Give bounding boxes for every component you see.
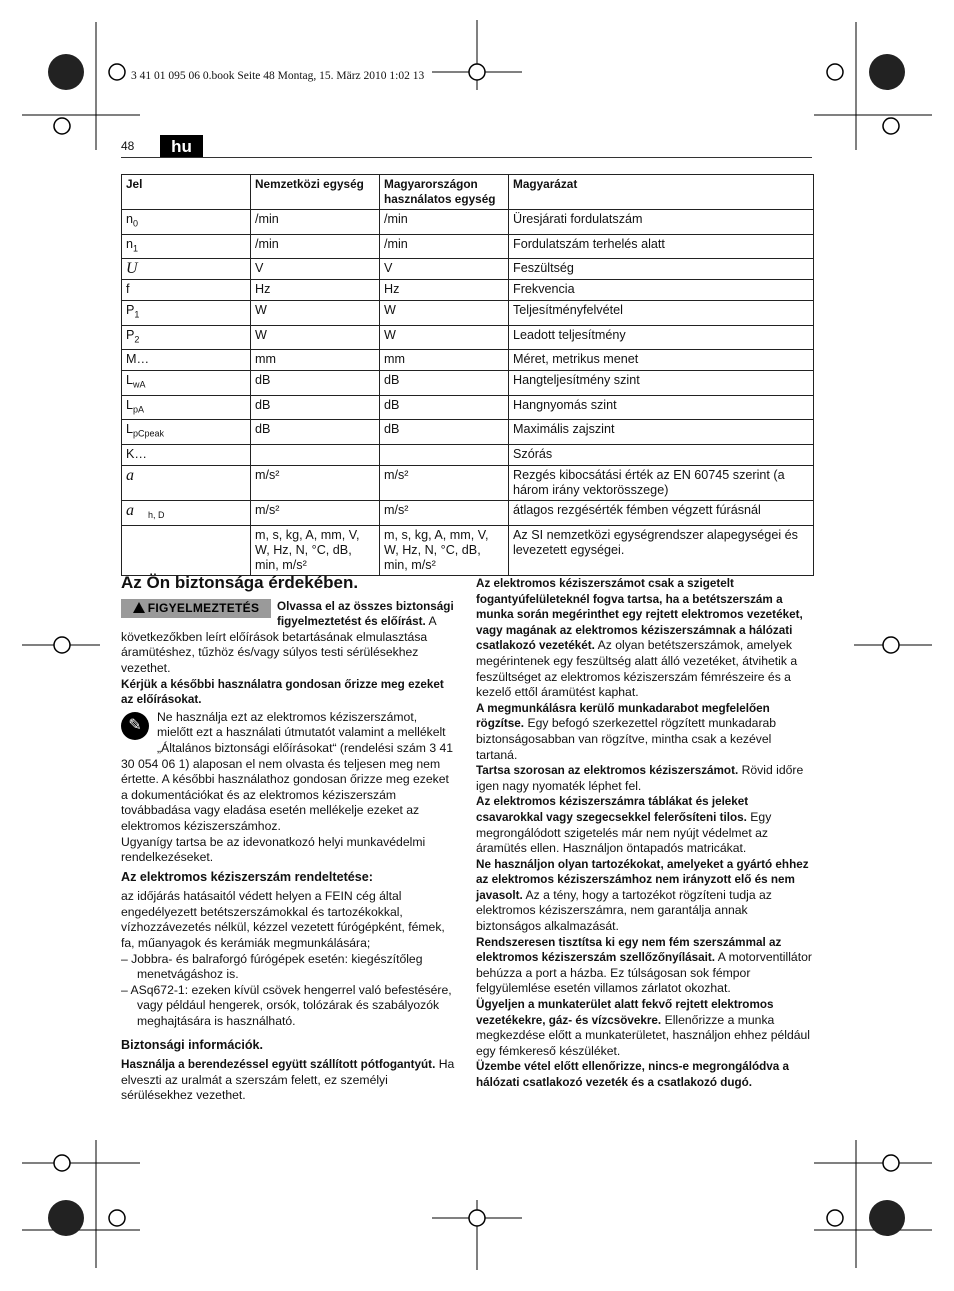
symbol-subscript: pCpeak: [133, 428, 165, 439]
language-badge: hu: [160, 135, 203, 158]
hu-unit-cell: W: [380, 325, 509, 350]
safety-title: Biztonsági információk.: [121, 1037, 264, 1052]
symbol-text: n: [126, 236, 134, 251]
intl-unit-cell: m/s²: [251, 465, 380, 500]
purpose-dash-2: – ASq672-1: ezeken kívül csövek hengerrel való befestésére, vagy például hengerek, orsók, tolózárak és szabályozók meghajtására is használható.: [121, 982, 452, 1029]
symbol-cell: [122, 500, 251, 526]
symbol-text: n: [126, 212, 134, 226]
symbol-text: P: [126, 327, 135, 342]
description-cell: Üresjárati fordulatszám: [509, 210, 814, 235]
intl-unit-cell: [251, 444, 380, 465]
symbol-subscript: wA: [133, 379, 146, 390]
description-cell: Méret, metrikus menet: [509, 350, 814, 371]
description-cell: Szórás: [509, 444, 814, 465]
header-description: Magyarázat: [509, 175, 814, 210]
keep-instructions: Kérjük a későbbi használatra gondosan őrizze meg ezeket az előírásokat.: [121, 677, 444, 707]
local-regulations: Ugyanígy tartsa be az idevonatkozó helyi munkavédelmi rendelkezéseket.: [121, 834, 426, 865]
description-cell: Fordulatszám terhelés alatt: [509, 234, 814, 259]
safety-paragraph: Használja a berendezéssel együtt szállított pótfogantyút. Ha elveszti az uralmát a szerszám felett, ez személyi sérülésekhez vezethet.: [121, 1057, 455, 1103]
description-cell: átlagos rezgésérték fémben végzett fúrásnál: [509, 500, 814, 526]
symbol-cell: [122, 444, 251, 465]
page-number: 48: [121, 139, 135, 153]
hu-unit-cell: /min: [380, 210, 509, 235]
right-paragraph-1: Az elektromos kéziszerszámot csak a szigetelt fogantyúfelületeknél fogva tartsa, ha a betétszerszám a munka során megérinthet egy rejtett elektromos vezetéket, vagy magának az elektromos kéziszerszámnak a hálózati csatlakozó vezetékét. Az olyan betétszerszámok, amelyek megérintenek egy feszültség alatt álló vezetéket, átvihetik a feszültséget az elektromos kéziszerszám fémrészeire és a kezelő ettől áramütést kaphat.: [476, 577, 803, 700]
intl-unit-cell: /min: [251, 210, 380, 235]
symbol-text: M…: [126, 352, 150, 367]
hu-unit-cell: mm: [380, 350, 509, 371]
symbol-subscript: h, D: [148, 510, 165, 521]
section-title: Az Ön biztonsága érdekében.: [121, 573, 359, 592]
hu-unit-cell: Hz: [380, 280, 509, 301]
right-column: [476, 576, 812, 1091]
symbol-text: L: [126, 422, 134, 437]
table-row: [122, 325, 814, 350]
description-cell: Hangnyomás szint: [509, 395, 814, 420]
symbol-text: K…: [126, 446, 147, 461]
symbol-text: f: [126, 282, 130, 297]
description-cell: Az SI nemzetközi egységrendszer alapegységei és levezetett egységei.: [509, 526, 814, 576]
table-header-row: [122, 175, 814, 210]
symbol-cell: [122, 526, 251, 576]
description-cell: Frekvencia: [509, 280, 814, 301]
book-header-line: 3 41 01 095 06 0.book Seite 48 Montag, 15. März 2010 1:02 13: [131, 70, 425, 82]
table-row: [122, 210, 814, 235]
warning-paragraph: FIGYELMEZTETÉS Olvassa el az összes biztonsági figyelmeztetést és előírást. A következőkben leírt előírások betartásának elmulasztása áramütéshez, tűzhöz és/vagy súlyos testi sérülésekhez vezethet.: [121, 599, 454, 675]
table-row: [122, 500, 814, 526]
symbol-text: a: [126, 501, 134, 519]
hu-unit-cell: dB: [380, 395, 509, 420]
symbols-table: [121, 174, 814, 576]
right-paragraph-8: Üzembe vétel előtt ellenőrizze, nincs-e megrongálódva a hálózati csatlakozó vezeték és a csatlakozó dugó.: [476, 1060, 790, 1089]
intl-unit-cell: m, s, kg, A, mm, V, W, Hz, N, °C, dB, min, m/s²: [251, 526, 380, 576]
symbol-cell: [122, 210, 251, 235]
intl-unit-cell: mm: [251, 350, 380, 371]
intl-unit-cell: W: [251, 325, 380, 350]
intl-unit-cell: dB: [251, 420, 380, 445]
symbol-cell: [122, 259, 251, 280]
description-cell: Hangteljesítmény szint: [509, 371, 814, 396]
description-cell: Maximális zajszint: [509, 420, 814, 445]
hu-unit-cell: [380, 444, 509, 465]
intl-unit-cell: dB: [251, 371, 380, 396]
symbol-text: a: [126, 466, 134, 484]
intl-unit-cell: V: [251, 259, 380, 280]
symbol-text: L: [126, 397, 134, 412]
hu-unit-cell: W: [380, 301, 509, 326]
symbol-subscript: 1: [133, 243, 139, 254]
symbol-cell: [122, 395, 251, 420]
manual-paragraph: ✎ Ne használja ezt az elektromos kéziszerszámot, mielőtt ezt a használati útmutatót valamint a mellékelt „Általános biztonsági előírásokat“ (rendelési szám 3 41 30 054 06 1) alaposan el nem olvasta és teljesen meg nem értette. A későbbi használathoz gondosan őrizze meg ezeket a dokumentációkat és az elektromos kéziszerszám továbbadása vagy eladása esetén mellékelje ezeket az elektromos kéziszerszámhoz.: [121, 709, 454, 833]
symbol-cell: [122, 301, 251, 326]
hu-unit-cell: dB: [380, 371, 509, 396]
intl-unit-cell: /min: [251, 234, 380, 259]
hu-unit-cell: m/s²: [380, 465, 509, 500]
header-rule: [121, 157, 812, 158]
table-row: [122, 395, 814, 420]
symbol-subscript: 0: [133, 218, 139, 229]
table-row: [122, 350, 814, 371]
description-cell: Teljesítményfelvétel: [509, 301, 814, 326]
symbol-cell: [122, 234, 251, 259]
hu-unit-cell: V: [380, 259, 509, 280]
right-paragraph-3: Tartsa szorosan az elektromos kéziszerszámot. Rövid időre igen nagy nyomaték léphet fel.: [476, 763, 804, 793]
warning-triangle-icon: [133, 602, 145, 613]
header-symbol: Jel: [122, 175, 251, 210]
table-row: [122, 444, 814, 465]
symbol-text: L: [126, 373, 134, 388]
hu-unit-cell: m/s²: [380, 500, 509, 526]
symbol-text: P: [126, 303, 135, 318]
description-cell: Leadott teljesítmény: [509, 325, 814, 350]
table-body: [122, 210, 814, 576]
symbol-cell: [122, 280, 251, 301]
header-intl-unit: Nemzetközi egység: [251, 175, 380, 210]
symbol-subscript: pA: [133, 404, 145, 415]
right-paragraph-5: Ne használjon olyan tartozékokat, amelyeket a gyártó ehhez az elektromos kéziszerszámhoz nem irányzott elő és nem javasolt. Az a tény, hogy a tartozékot rögzíteni tudja az elektromos kéziszerszámra, nem garantálja annak biztonságos alkalmazását.: [476, 857, 809, 934]
description-cell: Feszültség: [509, 259, 814, 280]
intl-unit-cell: W: [251, 301, 380, 326]
intl-unit-cell: Hz: [251, 280, 380, 301]
purpose-text: az időjárás hatásaitól védett helyen a FEIN cég által engedélyezett betétszerszámokkal és tartozékokkal, vízhozzávezetés nélkül, kézzel vezetett fúrógépként, fémek, fa, műanyagok és kerámiák megmunkálására;: [121, 889, 445, 951]
table-row: [122, 371, 814, 396]
symbol-cell: [122, 350, 251, 371]
symbol-cell: [122, 465, 251, 500]
table-row: [122, 234, 814, 259]
table-row: [122, 526, 814, 576]
table-row: [122, 301, 814, 326]
table-row: [122, 420, 814, 445]
hu-unit-cell: /min: [380, 234, 509, 259]
table-row: [122, 259, 814, 280]
symbol-cell: [122, 371, 251, 396]
symbol-subscript: 1: [134, 309, 140, 320]
header-hu-unit: Magyarországon használatos egység: [380, 175, 509, 210]
hu-unit-cell: dB: [380, 420, 509, 445]
symbol-cell: [122, 325, 251, 350]
purpose-title: Az elektromos kéziszerszám rendeltetése:: [121, 869, 373, 884]
hu-unit-cell: m, s, kg, A, mm, V, W, Hz, N, °C, dB, min, m/s²: [380, 526, 509, 576]
right-paragraph-7: Ügyeljen a munkaterület alatt fekvő rejtett elektromos vezetékekre, gáz- és vízcsövekre. Ellenőrizze a munka megkezdése előtt a munkaterületet, használjon ehhez például egy fémkereső készüléket.: [476, 998, 811, 1058]
symbol-subscript: 2: [134, 334, 140, 345]
right-paragraph-4: Az elektromos kéziszerszámra táblákat és jeleket csavarokkal vagy szegecsekkel felerősíteni tilos. Egy megrongálódott szigetelés már nem nyújt védelmet az áramütés ellen. Használjon öntapadós matricákat.: [476, 795, 772, 856]
right-paragraph-2: A megmunkálásra kerülő munkadarabot megfelelően rögzítse. Egy befogó szerkezettel rögzített munkadarab biztonságosabban van rögzítve, mintha csak a kezével tartaná.: [476, 701, 777, 762]
warning-badge: FIGYELMEZTETÉS: [121, 599, 271, 618]
description-cell: Rezgés kibocsátási érték az EN 60745 szerint (a három irány vektorösszege): [509, 465, 814, 500]
symbol-text: U: [126, 260, 138, 278]
read-manual-icon: ✎: [121, 712, 149, 740]
purpose-dash-1: – Jobbra- és balraforgó fúrógépek esetén: kiegészítőleg menetvágáshoz is.: [121, 951, 423, 982]
symbol-cell: [122, 420, 251, 445]
table-row: [122, 465, 814, 500]
left-column: [121, 575, 455, 1104]
right-paragraph-6: Rendszeresen tisztítsa ki egy nem fém szerszámmal az elektromos kéziszerszám szellőzőnyílásait. A motorventillátor behúzza a port a házba. Ez túlságosan sok fémpor felgyülemlése esetén villamos zárlatot okozhat.: [476, 935, 812, 996]
table-row: [122, 280, 814, 301]
intl-unit-cell: m/s²: [251, 500, 380, 526]
intl-unit-cell: dB: [251, 395, 380, 420]
